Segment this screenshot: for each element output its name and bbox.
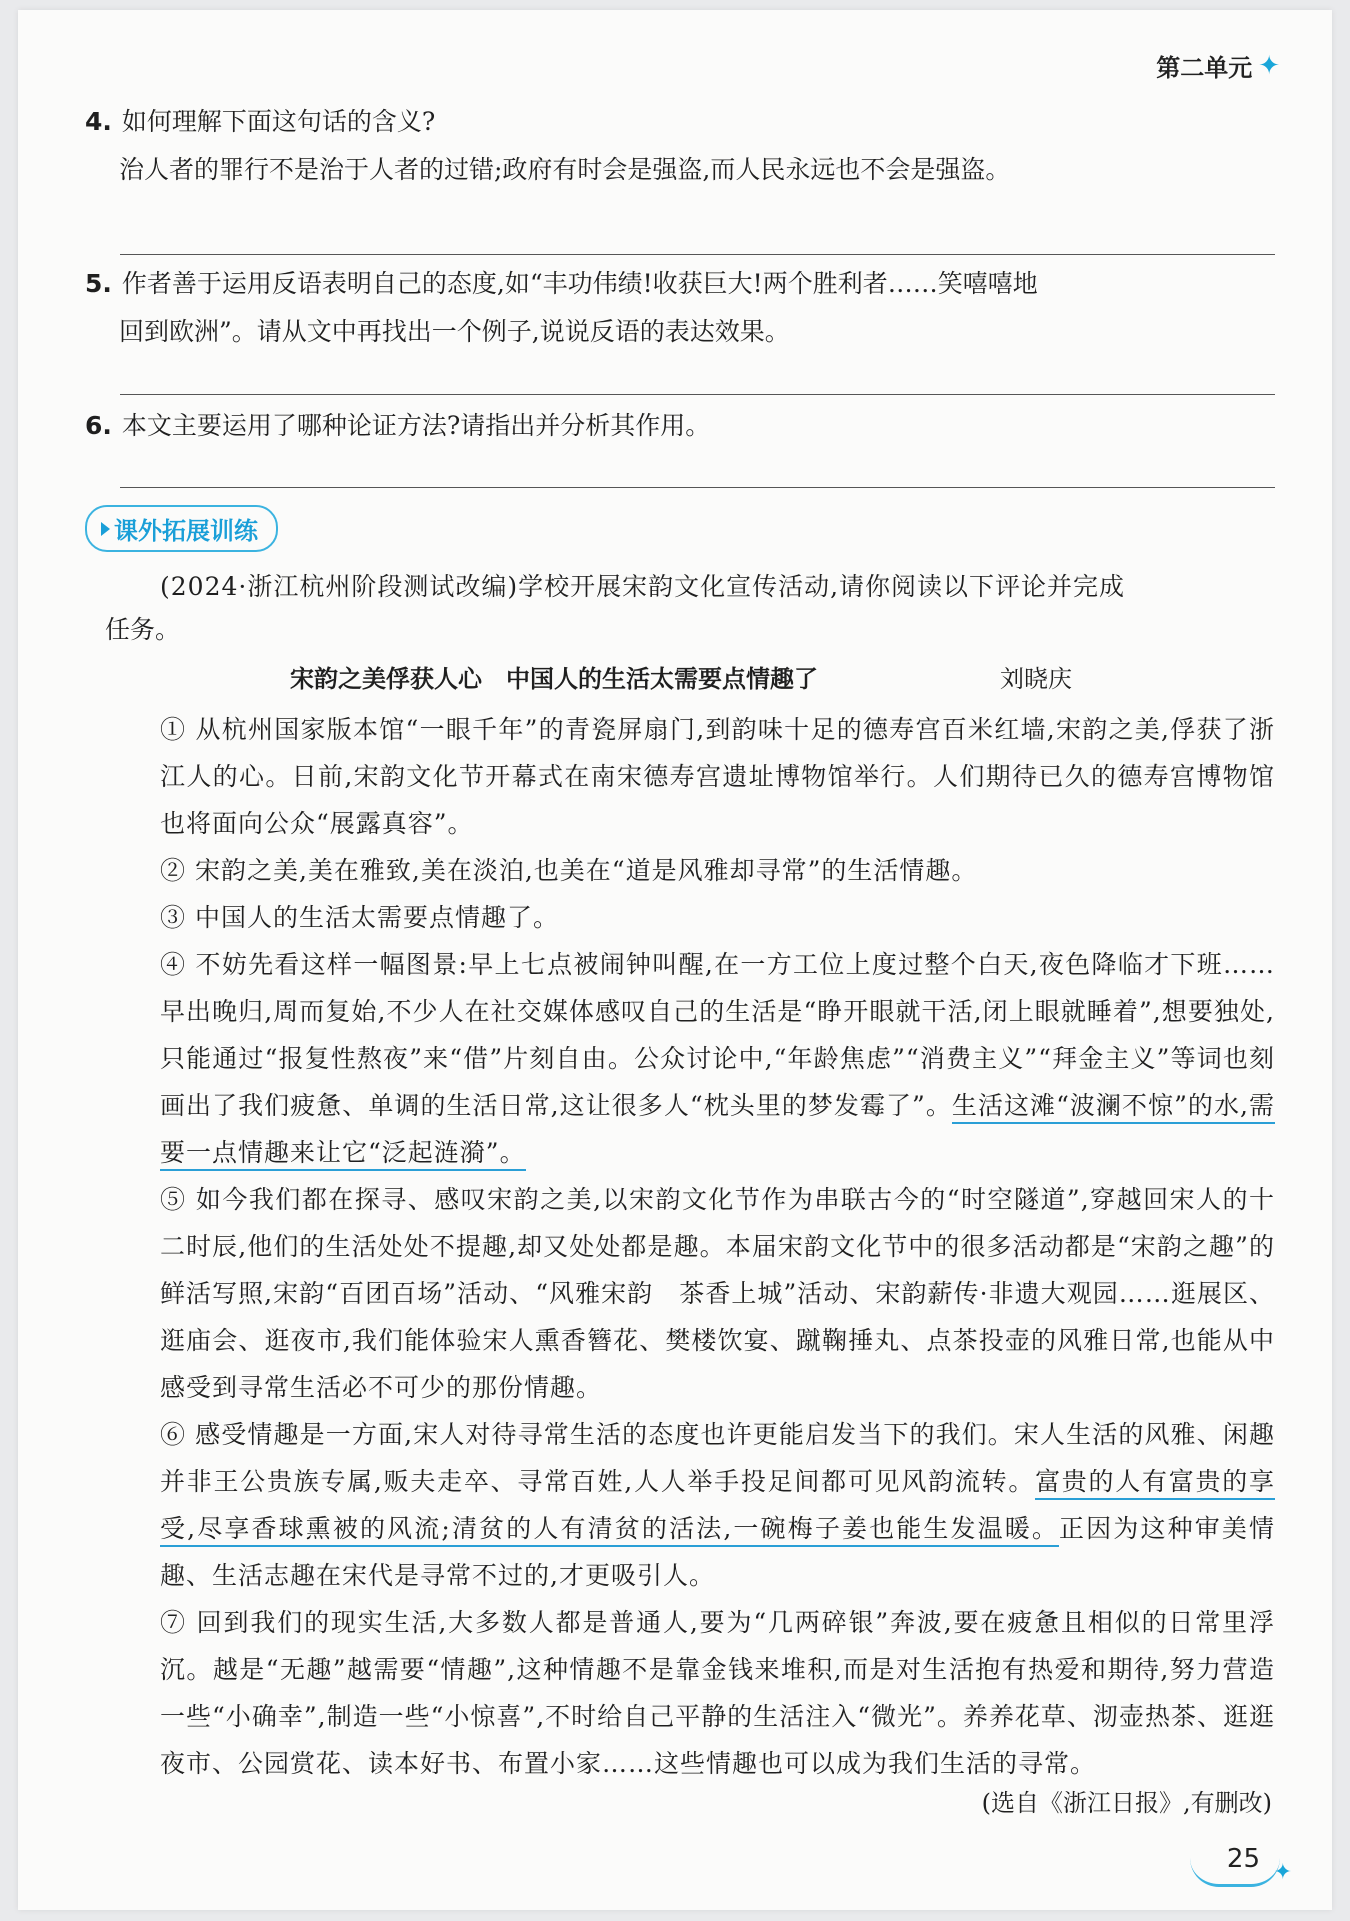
paragraph-2 (105, 847, 1275, 894)
paragraph-3 (105, 894, 1275, 941)
star-icon: ✦ (1258, 50, 1280, 81)
question-4 (85, 98, 1275, 194)
paragraph-5 (105, 1176, 1275, 1411)
section-title: 课外拓展训练 (114, 517, 258, 545)
question-text: 本文主要运用了哪种论证方法?请指出并分析其作用。 (121, 411, 711, 440)
question-number: 4. (85, 107, 112, 136)
page-number: 25 (1226, 1844, 1260, 1874)
question-text-line2: 回到欧洲”。请从文中再找出一个例子,说说反语的表达效果。 (119, 317, 790, 346)
answer-line[interactable] (120, 254, 1275, 255)
question-5 (85, 260, 1275, 356)
triangle-icon (101, 522, 110, 536)
underlined-sentence: 富贵的人有富贵的享受,尽享香球熏被的风流;清贫的人有清贫的活法,一碗梅子姜也能生发温暖。 (160, 1467, 1275, 1547)
section-tab (85, 505, 278, 552)
unit-title: 第二单元 (1156, 54, 1253, 82)
answer-line[interactable] (120, 394, 1275, 395)
paragraph-text: 正因为这种审美情趣、生活志趣在宋代是寻常不过的,才更吸引人。 (160, 1514, 1275, 1590)
question-6 (85, 402, 1275, 450)
question-number: 6. (85, 411, 112, 440)
question-text: 作者善于运用反语表明自己的态度,如“丰功伟绩!收获巨大!两个胜利者……笑嘻嘻地 (121, 269, 1038, 298)
question-text: 如何理解下面这句话的含义? (121, 107, 436, 136)
article-author: 刘晓庆 (1000, 665, 1072, 693)
star-icon: ✦ (1273, 1860, 1292, 1885)
intro-line-2: 任务。 (105, 615, 181, 644)
answer-line[interactable] (120, 487, 1275, 488)
paragraph-text: ⑥ 感受情趣是一方面,宋人对待寻常生活的态度也许更能启发当下的我们。宋人生活的风雅、闲趣并非王公贵族专属,贩夫走卒、寻常百姓,人人举手投足间都可见风韵流转。 (160, 1420, 1275, 1496)
paragraph-text: ⑦ 回到我们的现实生活,大多数人都是普通人,要为“几两碎银”奔波,要在疲惫且相似的日常里浮沉。越是“无趣”越需要“情趣”,这种情趣不是靠金钱来堆积,而是对生活抱有热爱和期待,努力营造一些“小确幸”,制造一些“小惊喜”,不时给自己平静的生活注入“微光”。养养花草、沏壶热茶、逛逛夜市、公园赏花、读本好书、布置小家……这些情趣也可以成为我们生活的寻常。 (160, 1608, 1275, 1778)
paragraph-text: ④ 不妨先看这样一幅图景:早上七点被闹钟叫醒,在一方工位上度过整个白天,夜色降临才下班……早出晚归,周而复始,不少人在社交媒体感叹自己的生活是“睁开眼就干活,闭上眼就睡着”,想要独处,只能通过“报复性熬夜”来“借”片刻自由。公众讨论中,“年龄焦虑”“消费主义”“拜金主义”等词也刻画出了我们疲惫、单调的生活日常,这让很多人“枕头里的梦发霉了”。 (160, 950, 1275, 1120)
question-number: 5. (85, 269, 112, 298)
paragraph-4 (105, 941, 1275, 1176)
question-quote: 治人者的罪行不是治于人者的过错;政府有时会是强盗,而人民永远也不会是强盗。 (119, 155, 1011, 184)
unit-header (1156, 48, 1280, 83)
paragraph-1 (105, 706, 1275, 847)
paragraph-text: ① 从杭州国家版本馆“一眼千年”的青瓷屏扇门,到韵味十足的德寿宫百米红墙,宋韵之美,俘获了浙江人的心。日前,宋韵文化节开幕式在南宋德寿宫遗址博物馆举行。人们期待已久的德寿宫博物馆也将面向公众“展露真容”。 (160, 715, 1275, 838)
article-title: 宋韵之美俘获人心 中国人的生活太需要点情趣了 (290, 665, 818, 693)
paragraph-text: ② 宋韵之美,美在雅致,美在淡泊,也美在“道是风雅却寻常”的生活情趣。 (160, 856, 978, 885)
underlined-sentence: 生活这滩“波澜不惊”的水,需要一点情趣来让它“泛起涟漪”。 (160, 1091, 1275, 1171)
paragraph-6 (105, 1411, 1275, 1599)
paragraph-7 (105, 1599, 1275, 1787)
intro-line: (2024·浙江杭州阶段测试改编)学校开展宋韵文化宣传活动,请你阅读以下评论并完成 (160, 572, 1126, 601)
paragraph-text: ⑤ 如今我们都在探寻、感叹宋韵之美,以宋韵文化节作为串联古今的“时空隧道”,穿越回宋人的十二时辰,他们的生活处处不提趣,却又处处都是趣。本届宋韵文化节中的很多活动都是“宋韵之趣”的鲜活写照,宋韵“百团百场”活动、“风雅宋韵 茶香上城”活动、宋韵薪传·非遗大观园……逛展区、逛庙会、逛夜市,我们能体验宋人熏香簪花、樊楼饮宴、蹴鞠捶丸、点茶投壶的风雅日常,也能从中感受到寻常生活必不可少的那份情趣。 (160, 1185, 1275, 1402)
article-source: (选自《浙江日报》,有删改) (981, 1789, 1272, 1817)
paragraph-text: ③ 中国人的生活太需要点情趣了。 (160, 903, 559, 932)
